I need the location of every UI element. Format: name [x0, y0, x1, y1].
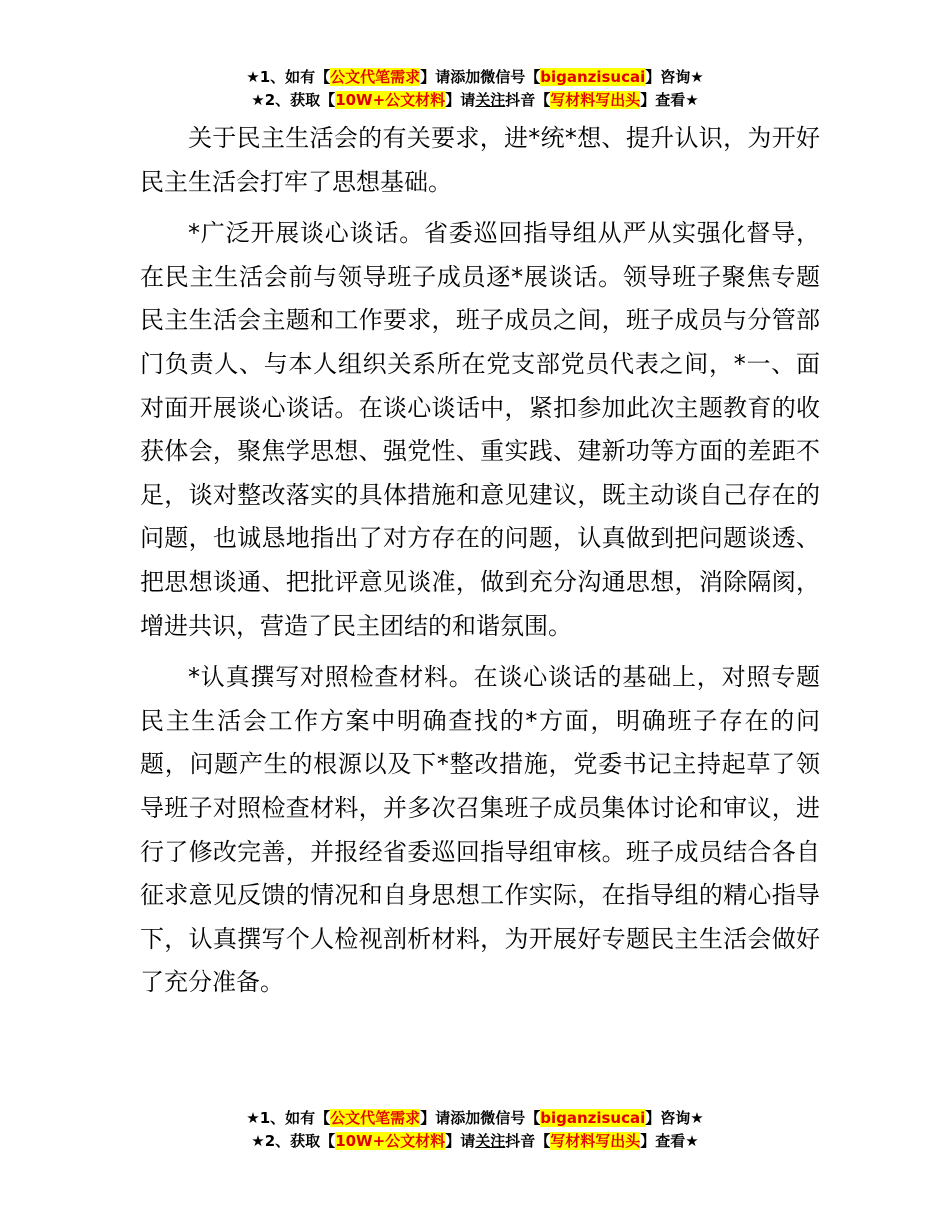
highlight-service: 公文代笔需求 [330, 1109, 421, 1127]
highlight-account: 写材料写出头 [550, 91, 641, 109]
paragraph: *认真撰写对照检查材料。在谈心谈话的基础上，对照专题民主生活会工作方案中明确查找的*方面，明确班子存在的问题，问题产生的根源以及下*整改措施，党委书记主持起草了领导班子对照检查材料，并多次召集班子成员集体讨论和审议，进行了修改完善，并报经省委巡回指导组审核。班子成员结合各自征求意见反馈的情况和自身思想工作实际，在指导组的精心指导下，认真撰写个人检视剖析材料，为开展好专题民主生活会做好了充分准备。 [140, 663, 820, 997]
banner-text: 】咨询★ [645, 68, 704, 86]
banner-text: 】咨询★ [645, 1109, 704, 1127]
banner-text: 】请添加微信号【 [420, 68, 541, 86]
banner-text: ★1、如有【 [246, 1109, 331, 1127]
banner-line-2 [0, 1130, 950, 1153]
banner-line-1 [0, 1107, 950, 1130]
banner-line-1 [0, 66, 950, 89]
banner-text: 抖音【 [505, 91, 551, 109]
paragraph: *广泛开展谈心谈话。省委巡回指导组从严从实强化督导，在民主生活会前与领导班子成员逐*展谈话。领导班子聚焦专题民主生活会主题和工作要求，班子成员之间，班子成员与分管部门负责人、与本人组织关系所在党支部党员代表之间，*一、面对面开展谈心谈话。在谈心谈话中，紧扣参加此次主题教育的收获体会，聚焦学思想、强党性、重实践、建新功等方面的差距不足，谈对整改落实的具体措施和意见建议，既主动谈自己存在的问题，也诚恳地指出了对方存在的问题，认真做到把问题谈透、把思想谈通、把批评意见谈准，做到充分沟通思想，消除隔阂，增进共识，营造了民主团结的和谐氛围。 [140, 219, 820, 640]
banner-line-2 [0, 89, 950, 112]
banner-text: ★1、如有【 [246, 68, 331, 86]
banner-text: ★2、获取【 [251, 1132, 336, 1150]
highlight-service: 公文代笔需求 [330, 68, 421, 86]
highlight-wechat-id: biganzisucai [540, 68, 646, 86]
banner-text: 】请 [445, 91, 476, 109]
highlight-account: 写材料写出头 [550, 1132, 641, 1150]
paragraph: 关于民主生活会的有关要求，进*统*想、提升认识，为开好民主生活会打牢了思想基础。 [140, 124, 820, 196]
footer-banner [0, 1107, 950, 1153]
highlight-materials: 10W+公文材料 [335, 1132, 446, 1150]
banner-text: 】查看★ [640, 1132, 699, 1150]
header-banner [0, 66, 950, 112]
document-body [140, 117, 820, 1005]
highlight-wechat-id: biganzisucai [540, 1109, 646, 1127]
banner-text: 】请添加微信号【 [420, 1109, 541, 1127]
banner-text: ★2、获取【 [251, 91, 336, 109]
banner-text: 】请 [445, 1132, 476, 1150]
highlight-materials: 10W+公文材料 [335, 91, 446, 109]
banner-text: 抖音【 [505, 1132, 551, 1150]
underlined-follow: 关注 [475, 91, 506, 109]
underlined-follow: 关注 [475, 1132, 506, 1150]
banner-text: 】查看★ [640, 91, 699, 109]
